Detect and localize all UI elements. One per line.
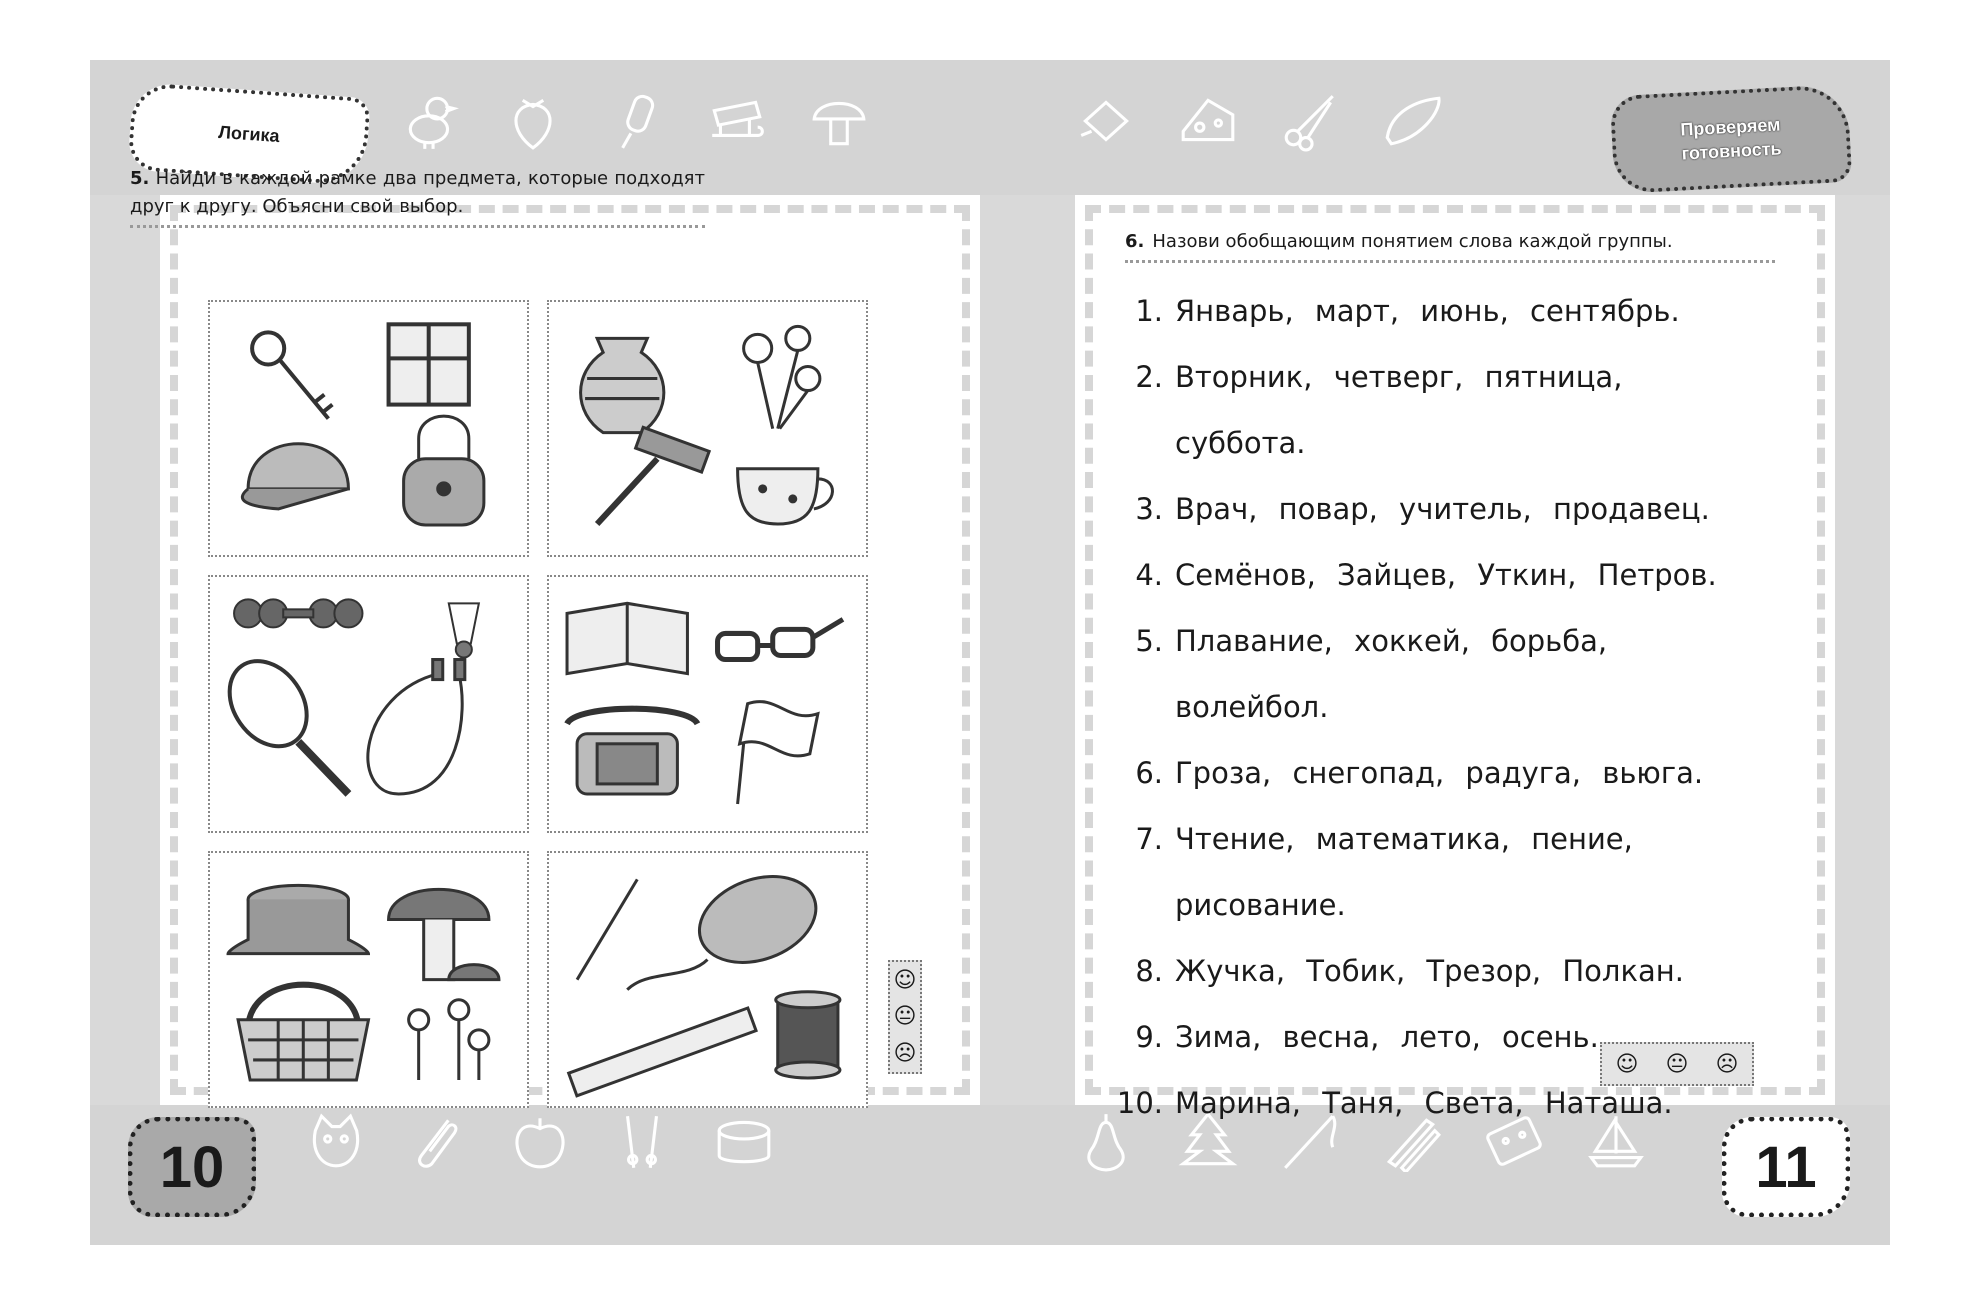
key-icon [252,332,332,418]
needle-icon [577,879,637,979]
item-number: 10. [1116,1086,1163,1120]
item-number: 9. [1135,1020,1163,1054]
basket-icon [238,984,368,1079]
list-item [1105,740,1755,806]
shuttlecock-icon [449,604,479,658]
frame2-drawing [557,310,858,547]
cap-icon [242,444,348,509]
smiley-neutral-icon[interactable]: 😐 [1665,1051,1689,1077]
vase-icon [581,338,664,432]
list-item [1105,806,1755,872]
list-item [1105,542,1755,608]
frame4-drawing [557,585,858,822]
task5-text: Найди в каждой рамке два предмета, которые подходят друг к другу. Объясни свой выбор. [130,168,705,217]
top-icons-right [1075,90,1443,152]
item-text-continuation: рисование. [1175,888,1346,922]
picture-grid [208,300,868,1108]
list-item [1105,608,1755,740]
list-item [1105,278,1755,344]
thread-spool-icon [776,991,840,1077]
cheese-icon [1177,90,1239,152]
frame-needle-balloon-ruler-spool [547,851,868,1108]
task5-instruction [130,165,705,228]
section-tag-check-line2: готовность [1681,138,1783,164]
frame-dumbbell-shuttlecock-racket-rope [208,575,529,832]
self-assessment-right [1600,1042,1754,1086]
item-text: Плавание, хоккей, борьба, волейбол. [1175,624,1608,724]
dumbbell-icon [234,600,362,628]
page-number-left [128,1117,256,1217]
item-text: Жучка, Тобик, Трезор, Полкан. [1175,954,1684,988]
smiley-happy-icon[interactable]: ☺ [893,967,917,993]
item-number: 8. [1135,954,1163,988]
section-tag-check [1610,84,1853,194]
item-number: 6. [1135,756,1163,790]
item-text: Марина, Таня, Света, Наташа. [1175,1086,1673,1120]
self-assessment-left [888,960,922,1074]
section-tag-check-line1: Проверяем [1679,114,1781,140]
window-icon [389,324,469,404]
task6-text: Назови обобщающим понятием слова каждой группы. [1152,231,1673,252]
frame5-drawing [218,861,519,1098]
smiley-sad-icon[interactable]: ☹ [893,1041,917,1067]
item-text: Гроза, снегопад, радуга, вьюга. [1175,756,1704,790]
jump-rope-icon [368,660,465,794]
item-number: 4. [1135,558,1163,592]
frame-vase-flowers-hammer-cup [547,300,868,557]
book-icon [567,604,687,674]
task6-number: 6. [1125,231,1145,252]
item-text: Врач, повар, учитель, продавец. [1175,492,1710,526]
item-number: 7. [1135,822,1163,856]
task5-number: 5. [130,168,150,189]
cat-icon [305,1110,367,1172]
flag-icon [738,702,818,804]
ruler-icon [569,1008,756,1096]
item-number: 1. [1135,294,1163,328]
cup-icon [738,469,833,524]
list-item [1105,344,1755,476]
paperclip-icon [407,1110,469,1172]
list-item [1105,476,1755,542]
smiley-sad-icon[interactable]: ☹ [1715,1051,1739,1077]
chick-icon [400,90,462,152]
frame3-drawing [218,585,519,822]
item-text: Зима, весна, лето, осень. [1175,1020,1599,1054]
flowers-icon [744,326,820,428]
smiley-neutral-icon[interactable]: 😐 [893,1004,917,1030]
hammer-icon [597,427,709,524]
item-text: Январь, март, июнь, сентябрь. [1175,294,1680,328]
item-number: 3. [1135,492,1163,526]
cake-icon [713,1110,775,1172]
flowers-icon [409,999,489,1079]
item-text: Вторник, четверг, пятница, суббота. [1175,360,1623,460]
page-number-right-label: 11 [1755,1134,1817,1200]
glasses-icon [718,620,843,660]
strawberry-icon [502,90,564,152]
frame6-drawing [557,861,858,1098]
stump-icon [228,885,368,953]
scissors-icon [1279,90,1341,152]
bottom-icons-left [305,1110,775,1172]
smiley-happy-icon[interactable]: ☺ [1615,1051,1639,1077]
candy-icon [1075,90,1137,152]
list-item [1105,938,1755,1004]
frame-stump-mushrooms-basket-flowers [208,851,529,1108]
balloon-icon [627,861,828,990]
telephone-icon [567,709,697,794]
list-item-continuation [1105,872,1755,938]
task6-instruction [1125,228,1775,263]
racket-icon [218,647,348,795]
sausage-icon [1381,90,1443,152]
sled-icon [706,90,768,152]
apple-icon [509,1110,571,1172]
top-icons-left [400,90,870,152]
ice-cream-icon [604,90,666,152]
frame-key-window-cap-lock [208,300,529,557]
section-tag-logic-label: Логика [217,121,281,146]
mushroom-icon [808,90,870,152]
padlock-icon [404,416,484,525]
page-number-left-label: 10 [159,1134,225,1200]
mushrooms-icon [389,889,499,979]
item-number: 5. [1135,624,1163,658]
ski-poles-icon [611,1110,673,1172]
frame1-drawing [218,310,519,547]
word-groups-list [1105,278,1755,1136]
item-number: 2. [1135,360,1163,394]
item-text: Семёнов, Зайцев, Уткин, Петров. [1175,558,1717,592]
frame-book-glasses-phone-flag [547,575,868,832]
item-text: Чтение, математика, пение, [1175,822,1633,856]
